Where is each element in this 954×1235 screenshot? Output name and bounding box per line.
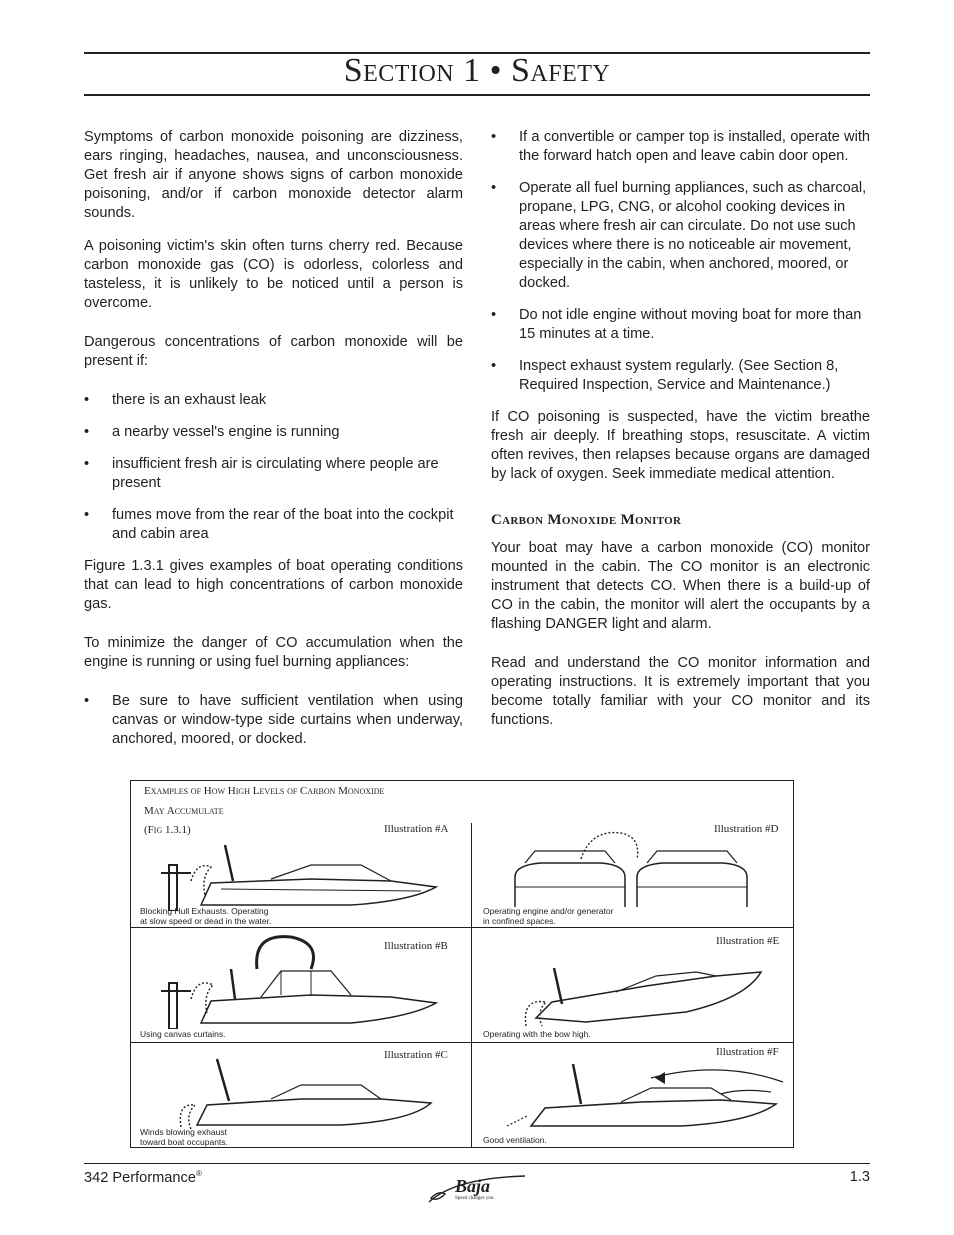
illustration-caption: Operating with the bow high. (483, 1029, 591, 1039)
boat-illustration-f (491, 1056, 791, 1136)
illustration-label: Illustration #D (714, 823, 779, 835)
bullet-item: • Be sure to have sufficient ventilation when using canvas or window-type side curtains when underway, anchored, moored, or docked. (84, 693, 463, 747)
bullet-item: • fumes move from the rear of the boat into the cockpit and cabin area (84, 507, 454, 542)
boat-illustration-a (161, 841, 461, 911)
figure-divider (131, 927, 793, 928)
boat-illustration-e (506, 946, 776, 1031)
bullet-item: • Inspect exhaust system regularly. (See Section 8, Required Inspection, Service and Maintenance.) (491, 358, 839, 393)
paragraph: If CO poisoning is suspected, have the victim breathe fresh air deeply. If breathing stops, resuscitate. A victim often revives, then relapses because organs are damaged by lack of oxygen. Seek immediate medical attention. (491, 409, 870, 482)
illustration-label: Illustration #B (384, 940, 448, 952)
brand-logo (425, 1172, 531, 1206)
illustration-caption: Using canvas curtains. (140, 1029, 226, 1039)
bullet-item: • there is an exhaust leak (84, 392, 267, 408)
bullet-item: • If a convertible or camper top is installed, operate with the forward hatch open and leave cabin door open. (491, 129, 870, 164)
illustration-caption: Operating engine and/or generator (483, 906, 614, 916)
bullet-item: • Do not idle engine without moving boat for more than 15 minutes at a time. (491, 307, 862, 342)
illustration-label: Illustration #C (384, 1049, 448, 1061)
page-title: Section 1 • Safety (343, 52, 611, 89)
illustration-label: Illustration #E (716, 935, 780, 947)
illustration-label: Illustration #A (384, 823, 449, 835)
figure-title: Examples of How High Levels of Carbon Monoxide (144, 785, 385, 797)
illustration-caption: Good ventilation. (483, 1135, 547, 1145)
figure-1-3-1 (130, 780, 794, 1148)
section-heading: Carbon Monoxide Monitor (491, 512, 682, 528)
right-column (491, 128, 870, 730)
logo-text: Baja (455, 1176, 491, 1196)
boat-illustration-c (171, 1053, 451, 1133)
paragraph: Symptoms of carbon monoxide poisoning are dizziness, ears ringing, headaches, nausea, and unconsciousness. Get fresh air if anyone shows signs of carbon monoxide poisoning, and/or if carbon monoxide detector alarm sounds. (84, 129, 463, 221)
paragraph: To minimize the danger of CO accumulation when the engine is running or using fuel burning appliances: (84, 635, 463, 670)
paragraph: Dangerous concentrations of carbon monoxide will be present if: (84, 334, 463, 369)
figure-ref: (Fig 1.3.1) (144, 824, 191, 836)
bullet-item: • insufficient fresh air is circulating where people are present (84, 456, 439, 491)
title-bottom-rule (84, 94, 870, 96)
footer-rule (84, 1163, 870, 1164)
illustration-caption: toward boat occupants. (140, 1137, 228, 1147)
boat-illustration-b (161, 929, 461, 1029)
bullet-item: • Operate all fuel burning appliances, such as charcoal, propane, LPG, CNG, or alcohol cooking devices in areas where fresh air can circulate. Do not use such devices where there is no noticeable air movement, especially in the cabin, when anchored, moored, or docked. (491, 180, 867, 291)
illustration-caption: at slow speed or dead in the water. (140, 916, 272, 926)
logo-tagline: Speed changes you. (455, 1196, 495, 1201)
figure-divider (471, 823, 472, 1147)
bullet-item: • a nearby vessel's engine is running (84, 424, 340, 440)
illustration-caption: Blocking Hull Exhausts. Operating (140, 906, 269, 916)
page-number: 1.3 (849, 1169, 870, 1185)
illustration-label: Illustration #F (716, 1046, 779, 1058)
paragraph: Your boat may have a carbon monoxide (CO) monitor mounted in the cabin. The CO monitor is an electronic instrument that detects CO. When there is a build-up of CO in the cabin, the monitor will alert the occupants by a flashing DANGER light and alarm. (491, 540, 870, 632)
left-column (84, 128, 463, 749)
paragraph: A poisoning victim's skin often turns cherry red. Because carbon monoxide gas (CO) is odorless, colorless and tasteless, it is unlikely to be noticed until a person is overcome. (84, 238, 463, 311)
illustration-caption: in confined spaces. (483, 916, 556, 926)
figure-title: May Accumulate (144, 805, 224, 817)
illustration-caption: Winds blowing exhaust (140, 1127, 227, 1137)
paragraph: Figure 1.3.1 gives examples of boat operating conditions that can lead to high concentrations of carbon monoxide gas. (84, 558, 463, 612)
footer-model: 342 Performance® (84, 1169, 202, 1186)
figure-divider (131, 1042, 793, 1043)
paragraph: Read and understand the CO monitor information and operating instructions. It is extremely important that you become totally familiar with your CO monitor and its functions. (491, 655, 870, 728)
boat-illustration-d (501, 829, 761, 909)
